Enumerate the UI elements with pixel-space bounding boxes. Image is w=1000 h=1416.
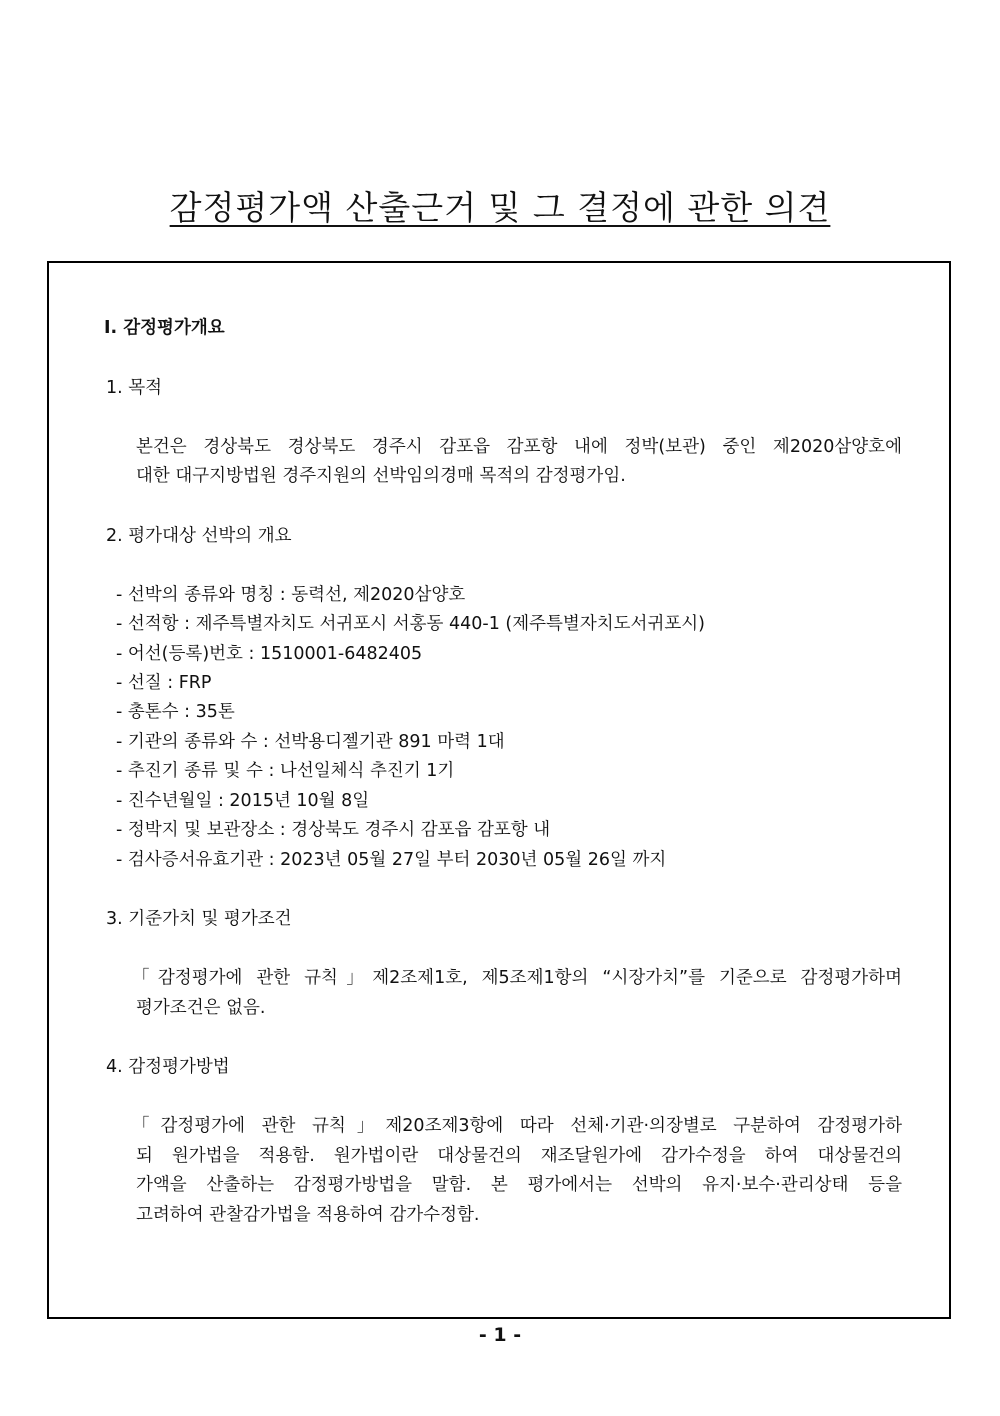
method-line-1: 「감정평가에 관한 규칙」제20조제3항에 따라 선체·기관·의장별로 구분하여 감정평가하 <box>132 1116 902 1136</box>
method-line-4: 고려하여 관찰감가법을 적용하여 감가수정함. <box>136 1205 480 1225</box>
purpose-line-1: 본건은 경상북도 경상북도 경주시 감포읍 감포항 내에 정박(보관) 중인 제2020삼양호에 <box>136 437 902 457</box>
vessel-item-inspection: - 검사증서유효기관 : 2023년 05월 27일 부터 2030년 05월 26일 까지 <box>116 850 667 870</box>
basis-line-2: 평가조건은 없음. <box>136 998 266 1018</box>
vessel-overview-heading: 2. 평가대상 선박의 개요 <box>106 526 292 546</box>
vessel-item-material: - 선질 : FRP <box>116 673 212 693</box>
page-number: - 1 - <box>478 1324 522 1346</box>
vessel-item-type-name: - 선박의 종류와 명칭 : 동력선, 제2020삼양호 <box>116 585 466 605</box>
purpose-heading: 1. 목적 <box>106 378 163 398</box>
method-line-3: 가액을 산출하는 감정평가방법을 말함. 본 평가에서는 선박의 유지·보수·관리상태 등을 <box>136 1175 902 1195</box>
vessel-item-berth: - 정박지 및 보관장소 : 경상북도 경주시 감포읍 감포항 내 <box>116 820 551 840</box>
vessel-item-launch-date: - 진수년월일 : 2015년 10월 8일 <box>116 791 370 811</box>
vessel-item-propeller: - 추진기 종류 및 수 : 나선일체식 추진기 1기 <box>116 761 455 781</box>
vessel-item-port: - 선적항 : 제주특별자치도 서귀포시 서홍동 440-1 (제주특별자치도서귀포시) <box>116 614 705 634</box>
method-heading: 4. 감정평가방법 <box>106 1057 230 1077</box>
purpose-line-2: 대한 대구지방법원 경주지원의 선박임의경매 목적의 감정평가임. <box>136 466 626 486</box>
vessel-item-registration: - 어선(등록)번호 : 1510001-6482405 <box>116 644 423 664</box>
method-line-2: 되 원가법을 적용함. 원가법이란 대상물건의 재조달원가에 감가수정을 하여 대상물건의 <box>136 1146 902 1166</box>
document-title: 감정평가액 산출근거 및 그 결정에 관한 의견 <box>169 188 831 227</box>
basis-heading: 3. 기준가치 및 평가조건 <box>106 909 292 929</box>
vessel-item-engine: - 기관의 종류와 수 : 선박용디젤기관 891 마력 1대 <box>116 732 505 752</box>
section-heading: Ⅰ. 감정평가개요 <box>104 318 225 338</box>
vessel-item-tonnage: - 총톤수 : 35톤 <box>116 702 235 722</box>
basis-line-1: 「감정평가에 관한 규칙」제2조제1호, 제5조제1항의 “시장가치”를 기준으로 감정평가하며 <box>132 968 902 988</box>
